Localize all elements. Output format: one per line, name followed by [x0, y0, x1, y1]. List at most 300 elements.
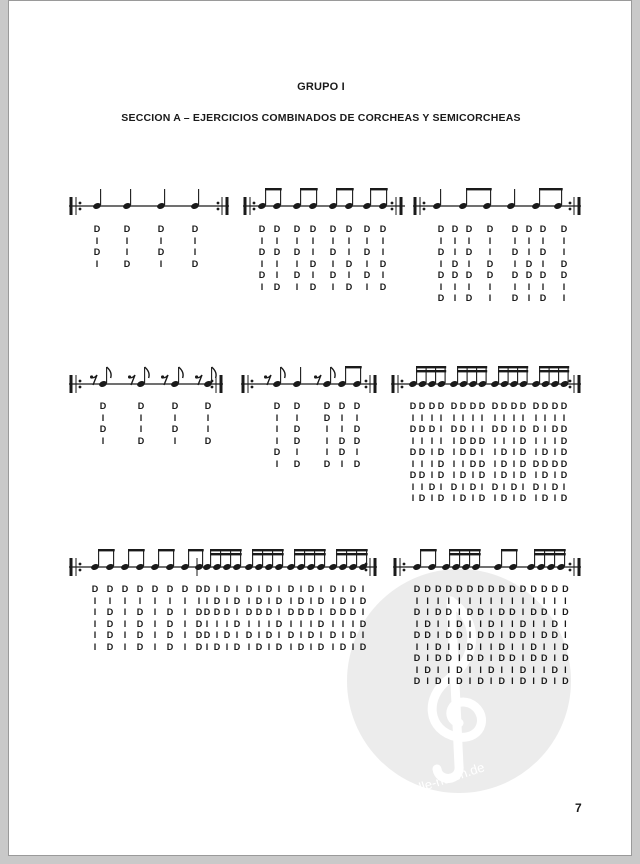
sticking-letter: I — [319, 607, 323, 617]
sticking-letter: I — [453, 281, 457, 292]
sticking-letter: D — [157, 224, 165, 234]
page-number: 7 — [575, 801, 582, 815]
sticking-letter: D — [287, 584, 295, 594]
sticking-letter: I — [193, 247, 197, 257]
sticking-letter: D — [469, 458, 477, 469]
beam — [98, 549, 115, 551]
sticking-column — [469, 401, 478, 505]
sticking-letter: I — [500, 618, 504, 629]
sticking-letter: D — [255, 595, 263, 606]
sticking-letter: I — [260, 235, 264, 246]
sticking-letter: I — [93, 630, 97, 640]
sticking-letter: D — [434, 607, 442, 617]
sticking-letter: I — [420, 412, 424, 423]
sticking-column — [317, 584, 326, 653]
sticking-column — [413, 584, 422, 688]
sticking-letter: I — [493, 493, 497, 503]
sticking-letter: I — [331, 618, 335, 629]
sticking-letter: D — [487, 618, 495, 629]
sticking-column — [181, 584, 190, 653]
sticking-letter: D — [287, 630, 295, 640]
sticking-letter: I — [340, 424, 344, 434]
sticking-letter: D — [509, 630, 516, 640]
sticking-column — [363, 224, 372, 293]
sticking-column — [525, 224, 534, 305]
sticking-letter: D — [500, 424, 508, 434]
sticking-column — [91, 584, 100, 653]
beam — [128, 549, 145, 551]
sticking-letter: I — [426, 641, 429, 652]
sticking-letter: D — [459, 435, 467, 446]
sticking-letter: I — [355, 447, 359, 457]
sticking-letter: D — [349, 630, 357, 640]
sticking-letter: D — [500, 447, 508, 457]
sticking-letter: D — [258, 270, 266, 280]
eighth-flag — [107, 367, 112, 378]
sticking-letter: D — [359, 595, 367, 606]
sticking-letter: I — [139, 412, 143, 423]
sticking-column — [476, 584, 485, 688]
sticking-letter: D — [539, 247, 547, 257]
sticking-letter: I — [512, 435, 516, 446]
sticking-letter: D — [273, 447, 281, 457]
sticking-letter: I — [532, 630, 535, 640]
sticking-letter: I — [562, 235, 566, 246]
sticking-letter: D — [477, 653, 484, 663]
sticking-letter: D — [525, 270, 533, 280]
sticking-letter: I — [426, 607, 429, 617]
sticking-letter: I — [430, 447, 434, 457]
sticking-letter: I — [479, 618, 482, 629]
sticking-letter: I — [532, 664, 535, 675]
sticking-letter: D — [307, 584, 315, 594]
sticking-letter: I — [108, 595, 112, 606]
sticking-column — [508, 584, 517, 688]
sticking-letter: D — [203, 630, 211, 640]
sticking-letter: D — [498, 584, 506, 594]
sticking-letter: D — [511, 247, 519, 257]
sticking-letter: I — [480, 424, 484, 434]
sticking-letter: D — [511, 224, 519, 234]
repeat-dot — [217, 202, 220, 205]
sticking-letter: I — [468, 676, 472, 686]
sticking-letter: D — [540, 584, 548, 594]
sticking-letter: D — [166, 618, 174, 629]
sticking-letter: I — [489, 676, 493, 686]
sticking-letter: D — [293, 401, 301, 411]
sticking-column — [339, 584, 348, 653]
sticking-letter: I — [500, 664, 504, 675]
beam — [534, 549, 566, 551]
sticking-letter: D — [525, 258, 533, 269]
sticking-letter: I — [93, 607, 97, 617]
sticking-letter: D — [519, 401, 527, 411]
sticking-letter: I — [183, 618, 187, 629]
sticking-letter: D — [560, 270, 568, 280]
sticking-letter: D — [223, 630, 231, 640]
sticking-letter: I — [511, 641, 514, 652]
sticking-letter: I — [299, 584, 303, 594]
sticking-letter: D — [379, 281, 387, 292]
sticking-letter: I — [452, 470, 456, 480]
sticking-letter: I — [521, 412, 525, 423]
sticking-letter: I — [479, 641, 482, 652]
sticking-column — [491, 401, 500, 505]
sticking-letter: D — [477, 607, 484, 617]
beam — [294, 549, 326, 551]
sticking-letter: I — [341, 584, 345, 594]
sticking-letter: I — [452, 435, 456, 446]
sticking-letter: D — [551, 584, 559, 594]
sticking-letter: D — [532, 424, 540, 434]
sticking-letter: I — [125, 235, 129, 246]
repeat-dot — [391, 202, 394, 205]
sticking-letter: I — [309, 641, 313, 652]
sticking-column — [551, 401, 560, 505]
sticking-letter: I — [275, 412, 279, 423]
sticking-letter: I — [542, 595, 546, 606]
sticking-column — [539, 224, 548, 305]
sticking-letter: D — [273, 224, 281, 234]
sticking-letter: I — [125, 247, 129, 257]
sticking-letter: D — [437, 447, 445, 457]
sticking-letter: I — [426, 653, 429, 663]
sticking-column — [329, 224, 338, 293]
sticking-letter: D — [307, 607, 315, 617]
sticking-letter: I — [452, 447, 456, 457]
sticking-letter: D — [106, 641, 114, 652]
sticking-letter: I — [553, 653, 557, 663]
sticking-letter: D — [309, 281, 317, 292]
beam — [539, 366, 569, 368]
sticking-column — [444, 584, 453, 688]
sticking-letter: I — [351, 595, 355, 606]
sticking-column — [287, 584, 296, 653]
beam — [336, 549, 368, 551]
sticking-column — [166, 584, 175, 653]
sticking-column — [297, 584, 306, 653]
beam — [501, 549, 518, 551]
beam — [210, 549, 242, 551]
sticking-letter: I — [311, 235, 315, 246]
sticking-letter: I — [340, 458, 344, 469]
sticking-letter: D — [560, 401, 568, 411]
sticking-letter: D — [510, 481, 518, 492]
sticking-letter: D — [287, 607, 295, 617]
sticking-letter: I — [325, 424, 329, 434]
sticking-letter: I — [341, 618, 345, 629]
repeat-dot — [423, 202, 426, 205]
sticking-letter: D — [500, 458, 508, 469]
sticking-letter: D — [99, 401, 107, 411]
sticking-letter: I — [309, 618, 313, 629]
sticking-letter: D — [181, 584, 189, 594]
sticking-letter: D — [519, 447, 527, 457]
sticking-letter: D — [469, 435, 477, 446]
sticking-letter: D — [137, 435, 145, 446]
sticking-letter: I — [452, 493, 456, 503]
sticking-letter: I — [430, 470, 434, 480]
sticking-letter: D — [562, 653, 569, 663]
sticking-letter: D — [293, 435, 301, 446]
repeat-dot — [365, 380, 368, 383]
sticking-letter: I — [159, 258, 163, 269]
sticking-letter: D — [560, 447, 568, 457]
repeat-dot — [211, 386, 214, 389]
sticking-letter: I — [467, 281, 471, 292]
sticking-letter: D — [363, 270, 371, 280]
sticking-letter: I — [512, 458, 516, 469]
sticking-letter: I — [452, 458, 456, 469]
sticking-letter: I — [347, 270, 351, 280]
sticking-letter: I — [468, 595, 472, 606]
sticking-column — [309, 224, 318, 293]
sticking-letter: D — [466, 584, 474, 594]
sticking-letter: I — [471, 424, 475, 434]
sticking-letter: I — [235, 584, 239, 594]
eighth-rest-dot — [314, 375, 317, 378]
sticking-letter: D — [478, 401, 486, 411]
sticking-letter: D — [551, 481, 559, 492]
sticking-column — [99, 401, 108, 447]
sticking-letter: D — [437, 293, 445, 303]
sticking-letter: I — [347, 247, 351, 257]
sticking-letter: D — [469, 447, 477, 457]
sticking-letter: D — [106, 630, 114, 640]
sticking-letter: I — [458, 595, 461, 606]
sticking-letter: I — [553, 412, 557, 423]
sticking-column — [157, 224, 166, 270]
sticking-letter: D — [363, 224, 371, 234]
sticking-letter: I — [436, 664, 440, 675]
repeat-dot — [79, 208, 82, 211]
beam — [210, 553, 242, 555]
sticking-letter: D — [349, 584, 357, 594]
sticking-letter: D — [106, 607, 114, 617]
sticking-letter: D — [541, 470, 549, 480]
beam — [252, 553, 284, 555]
sticking-letter: D — [445, 607, 453, 617]
sticking-letter: D — [338, 435, 346, 446]
sticking-column — [418, 401, 427, 505]
sticking-letter: D — [166, 607, 174, 617]
sticking-letter: D — [487, 630, 495, 640]
sticking-letter: D — [551, 618, 559, 629]
sticking-column — [466, 584, 475, 688]
sticking-letter: I — [257, 630, 261, 640]
sticking-letter: D — [339, 607, 347, 617]
sticking-letter: I — [512, 424, 516, 434]
sticking-letter: D — [171, 424, 179, 434]
sticking-letter: D — [203, 584, 211, 594]
sticking-letter: I — [511, 664, 514, 675]
sticking-letter: I — [215, 618, 219, 629]
sticking-letter: I — [365, 258, 369, 269]
group-title: GRUPO I — [297, 81, 345, 93]
sticking-letter: D — [418, 401, 426, 411]
sticking-letter: D — [265, 607, 273, 617]
sticking-letter: D — [540, 653, 548, 663]
sticking-letter: I — [436, 618, 440, 629]
sticking-letter: D — [456, 676, 463, 686]
sticking-letter: D — [532, 458, 540, 469]
sticking-letter: D — [255, 607, 263, 617]
sticking-letter: D — [560, 470, 568, 480]
sticking-letter: D — [491, 481, 499, 492]
sticking-letter: I — [453, 247, 457, 257]
sticking-letter: D — [329, 270, 337, 280]
sticking-letter: D — [539, 224, 547, 234]
sticking-letter: D — [456, 584, 463, 594]
sticking-letter: D — [359, 618, 367, 629]
sticking-letter: D — [459, 447, 467, 457]
sticking-column — [151, 584, 160, 653]
sticking-letter: D — [195, 630, 203, 640]
sticking-letter: I — [277, 607, 281, 617]
beam — [300, 188, 318, 190]
sticking-letter: I — [527, 281, 531, 292]
sticking-letter: I — [309, 595, 313, 606]
sticking-letter: I — [138, 595, 142, 606]
sticking-column — [245, 584, 254, 653]
sticking-letter: D — [541, 447, 549, 457]
sticking-letter: D — [451, 270, 459, 280]
repeat-dot — [569, 202, 572, 205]
sticking-letter: D — [293, 224, 301, 234]
sticking-letter: I — [553, 493, 557, 503]
sticking-letter: I — [361, 607, 365, 617]
eighth-rest-dot — [128, 375, 131, 378]
sticking-column — [93, 224, 102, 270]
beam — [252, 549, 284, 551]
sticking-letter: D — [428, 401, 436, 411]
sticking-column — [437, 224, 446, 305]
sticking-column — [459, 401, 468, 505]
sticking-letter: D — [413, 653, 421, 663]
sticking-letter: D — [434, 653, 442, 663]
sticking-letter: D — [121, 584, 129, 594]
sticking-letter: I — [331, 595, 335, 606]
sticking-letter: I — [447, 595, 451, 606]
sticking-letter: I — [553, 676, 557, 686]
sticking-letter: I — [415, 641, 419, 652]
sticking-letter: D — [353, 424, 361, 434]
sticking-letter: D — [478, 458, 486, 469]
sticking-letter: I — [173, 412, 177, 423]
repeat-dot — [79, 569, 82, 572]
sticking-letter: I — [331, 258, 335, 269]
sticking-letter: I — [553, 435, 557, 446]
sticking-letter: I — [319, 630, 323, 640]
sticking-letter: I — [479, 664, 482, 675]
sticking-letter: I — [493, 435, 497, 446]
sticking-letter: D — [509, 607, 516, 617]
sticking-column — [123, 224, 132, 270]
sticking-letter: D — [171, 401, 179, 411]
sticking-column — [265, 584, 274, 653]
sticking-letter: I — [493, 458, 497, 469]
sticking-letter: I — [534, 435, 538, 446]
sticking-letter: I — [471, 470, 475, 480]
sticking-letter: D — [418, 493, 426, 503]
sticking-column — [137, 401, 146, 447]
sticking-column — [560, 224, 569, 305]
sticking-letter: I — [325, 435, 329, 446]
sticking-letter: D — [530, 607, 537, 617]
sticking-letter: D — [434, 584, 442, 594]
sticking-letter: I — [235, 607, 239, 617]
sticking-letter: D — [450, 481, 458, 492]
beam — [265, 188, 282, 190]
sticking-column — [510, 401, 519, 505]
sticking-letter: I — [467, 258, 471, 269]
sticking-letter: I — [430, 435, 434, 446]
sticking-letter: I — [480, 481, 484, 492]
sticking-letter: D — [465, 270, 473, 280]
repeat-dot — [569, 380, 572, 383]
sticking-column — [323, 401, 332, 470]
sticking-letter: D — [213, 595, 221, 606]
sticking-letter: D — [498, 653, 506, 663]
sticking-letter: D — [233, 618, 241, 629]
eighth-rest-dot — [161, 375, 164, 378]
sticking-letter: D — [519, 458, 527, 469]
sticking-letter: D — [510, 401, 518, 411]
sticking-letter: D — [317, 618, 325, 629]
sticking-letter: D — [137, 401, 145, 411]
sticking-letter: I — [489, 653, 493, 663]
sticking-letter: D — [275, 618, 283, 629]
sticking-letter: D — [166, 641, 174, 652]
sticking-letter: D — [166, 630, 174, 640]
section-title: SECCION A – EJERCICIOS COMBINADOS DE CORCHEAS Y SEMICORCHEAS — [121, 112, 521, 124]
sticking-letter: D — [445, 630, 453, 640]
beam — [336, 188, 354, 190]
sticking-letter: I — [461, 412, 465, 423]
sticking-letter: D — [223, 607, 231, 617]
sticking-letter: I — [215, 584, 219, 594]
sticking-letter: I — [331, 235, 335, 246]
sticking-letter: I — [420, 458, 424, 469]
repeat-dot — [401, 380, 404, 383]
sticking-letter: D — [445, 584, 453, 594]
sticking-letter: D — [424, 584, 431, 594]
eighth-flag — [212, 367, 217, 378]
sticking-letter: D — [413, 607, 421, 617]
sticking-letter: I — [511, 618, 514, 629]
beam — [449, 553, 481, 555]
beam — [336, 553, 368, 555]
sticking-letter: I — [426, 595, 429, 606]
sticking-letter: I — [257, 618, 261, 629]
beam — [345, 366, 362, 368]
sticking-letter: D — [487, 664, 495, 675]
sticking-letter: D — [418, 447, 426, 457]
sticking-letter: D — [437, 401, 445, 411]
sticking-letter: I — [95, 235, 99, 246]
sticking-letter: I — [275, 458, 279, 469]
sticking-column — [171, 401, 180, 447]
sticking-letter: D — [413, 676, 421, 686]
sticking-letter: D — [551, 664, 559, 675]
sticking-letter: D — [487, 584, 495, 594]
sticking-letter: D — [258, 224, 266, 234]
repeat-dot — [403, 563, 406, 566]
sticking-letter: D — [465, 293, 473, 303]
repeat-dot — [79, 386, 82, 389]
sticking-letter: D — [539, 270, 547, 280]
sticking-letter: I — [534, 493, 538, 503]
